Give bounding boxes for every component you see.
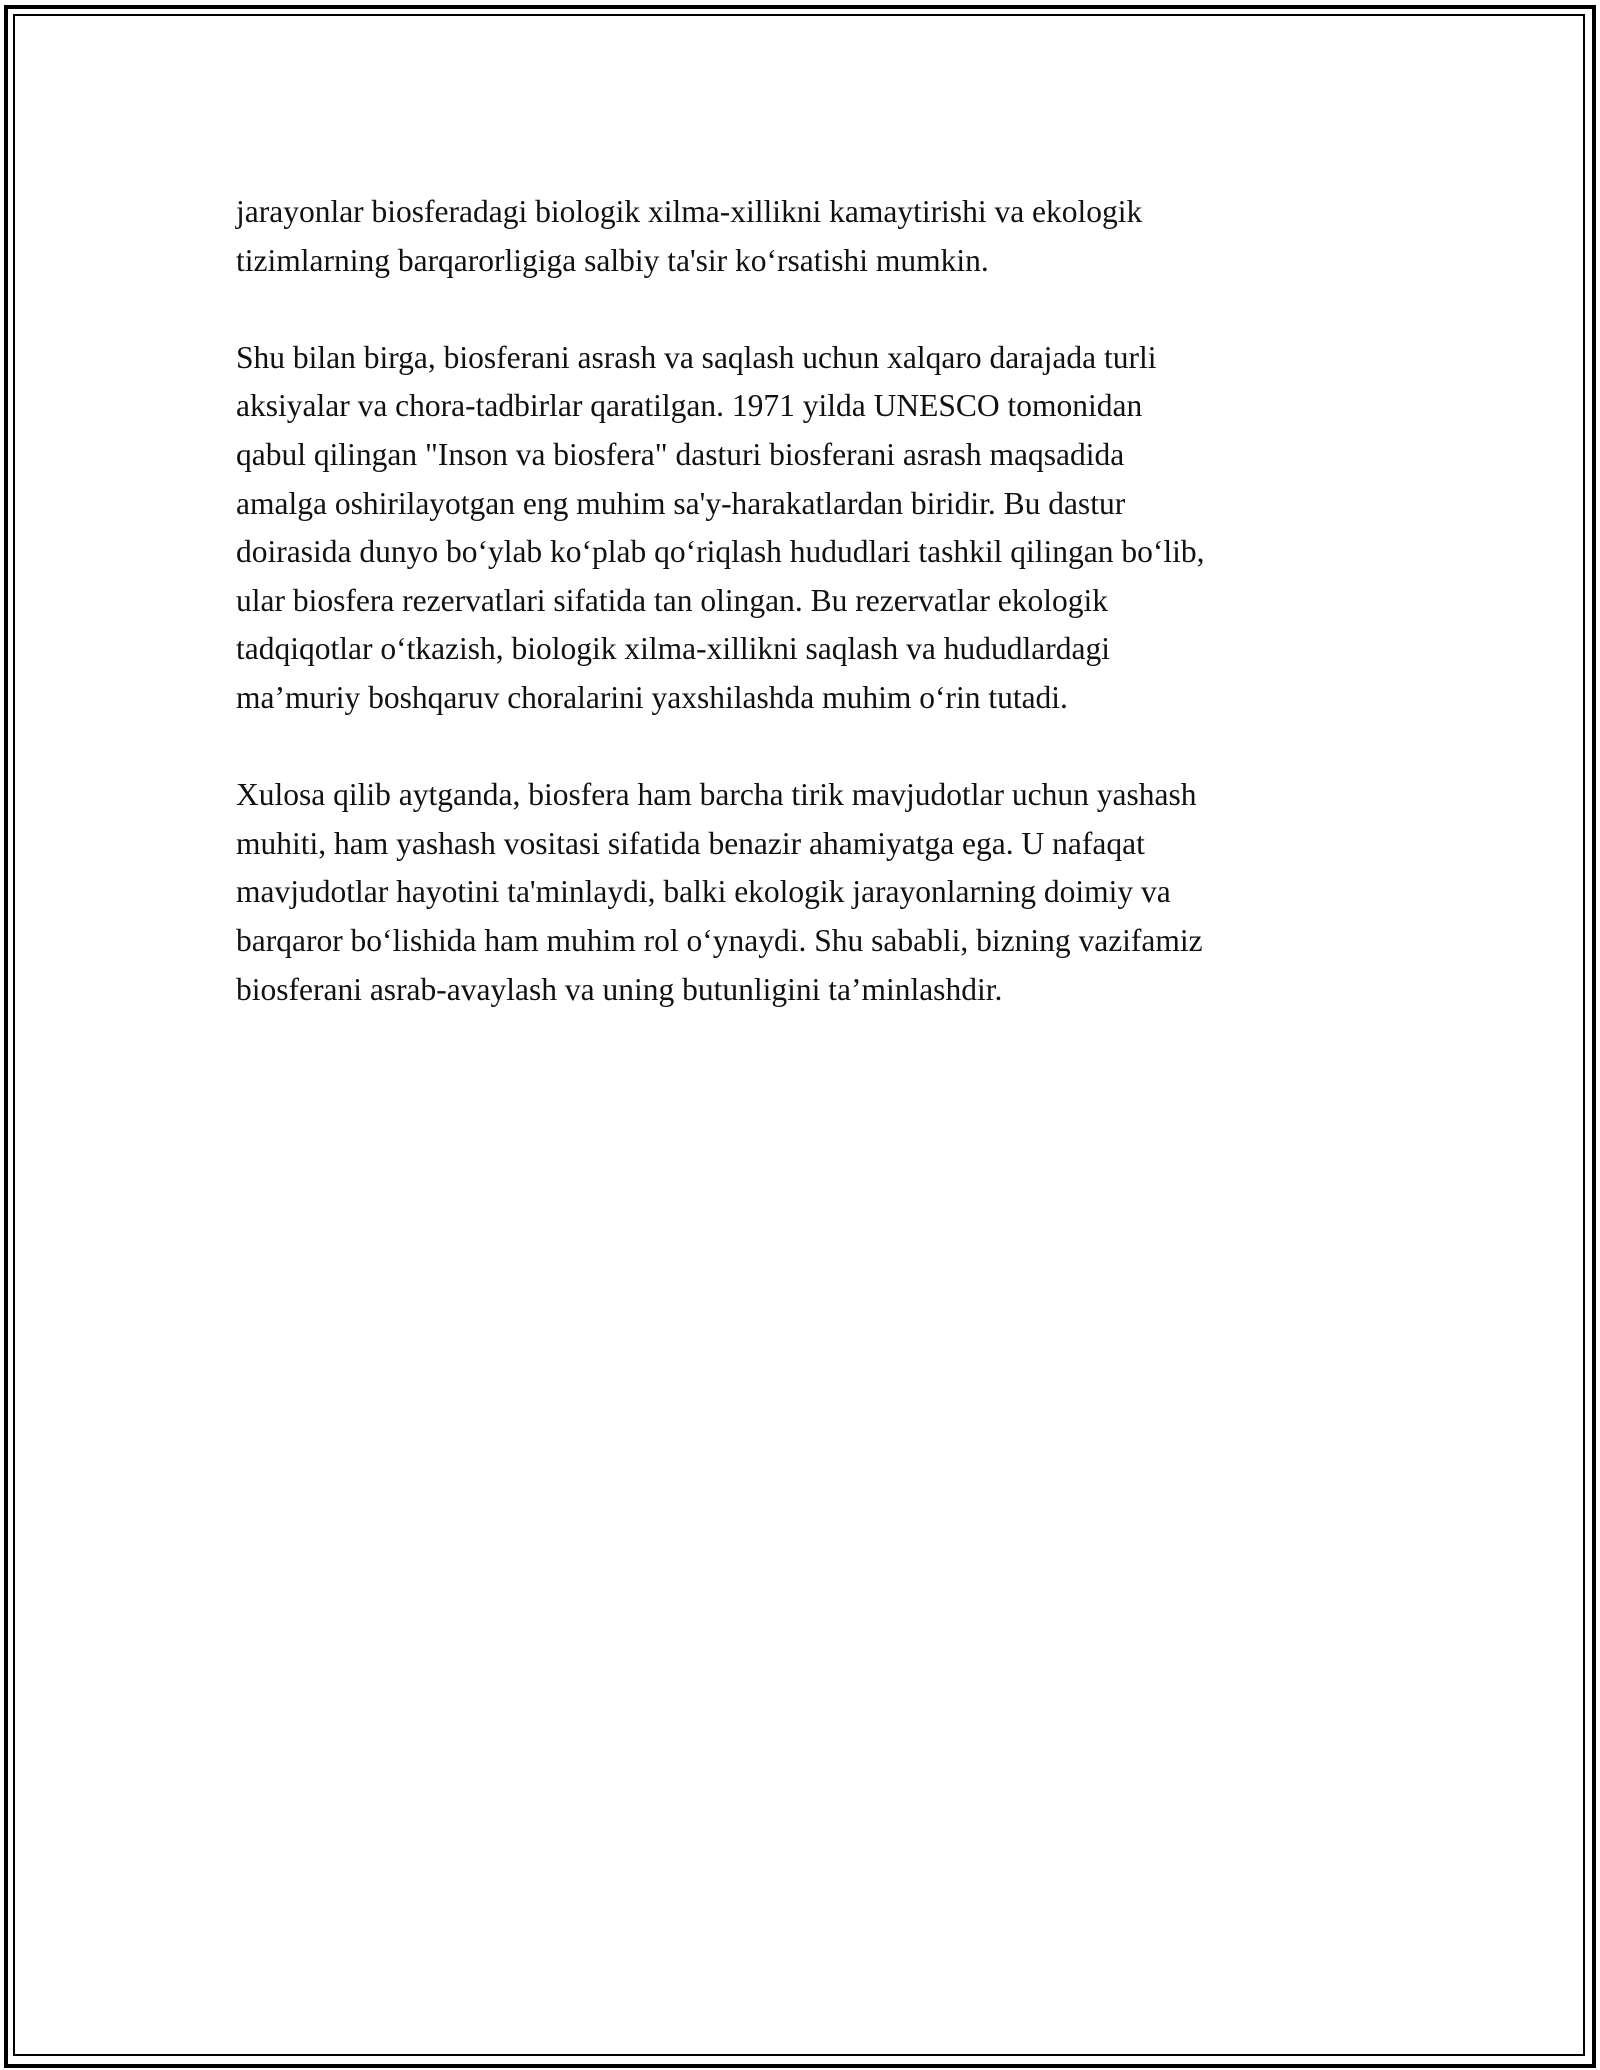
text-line: jarayonlar biosferadagi biologik xilma-xillikni kamaytirishi va ekologik: [236, 194, 1143, 229]
text-line: amalga oshirilayotgan eng muhim sa'y-harakatlardan biridir. Bu dastur: [236, 485, 1126, 521]
text-line: Shu bilan birga, biosferani asrash va saqlash uchun xalqaro darajada turli: [236, 339, 1157, 375]
text-line: qabul qilingan "Inson va biosfera" dasturi biosferani asrash maqsadida: [236, 436, 1125, 472]
text-line: mavjudotlar hayotini ta'minlaydi, balki ekologik jarayonlarning doimiy va: [236, 874, 1171, 910]
paragraph-2: [236, 334, 1376, 723]
text-line: aksiyalar va chora-tadbirlar qaratilgan. 1971 yilda UNESCO tomonidan: [236, 388, 1143, 424]
document-body: [236, 188, 1376, 1063]
text-line: Xulosa qilib aytganda, biosfera ham barcha tirik mavjudotlar uchun yashash: [236, 777, 1197, 813]
paragraph-1: [236, 188, 1376, 285]
text-line: biosferani asrab-avaylash va uning butunligini ta’minlashdir.: [236, 971, 1003, 1007]
text-line: tizimlarning barqarorligiga salbiy ta'sir ko‘rsatishi mumkin.: [236, 242, 989, 278]
paragraph-3: [236, 771, 1376, 1014]
text-line: doirasida dunyo bo‘ylab ko‘plab qo‘riqlash hududlari tashkil qilingan bo‘lib,: [236, 534, 1205, 570]
text-line: ular biosfera rezervatlari sifatida tan olingan. Bu rezervatlar ekologik: [236, 582, 1108, 618]
text-line: muhiti, ham yashash vositasi sifatida benazir ahamiyatga ega. U nafaqat: [236, 825, 1145, 861]
text-line: ma’muriy boshqaruv choralarini yaxshilashda muhim o‘rin tutadi.: [236, 679, 1068, 715]
text-line: barqaror bo‘lishida ham muhim rol o‘ynaydi. Shu sababli, bizning vazifamiz: [236, 922, 1203, 958]
text-line: tadqiqotlar o‘tkazish, biologik xilma-xillikni saqlash va hududlardagi: [236, 631, 1110, 667]
